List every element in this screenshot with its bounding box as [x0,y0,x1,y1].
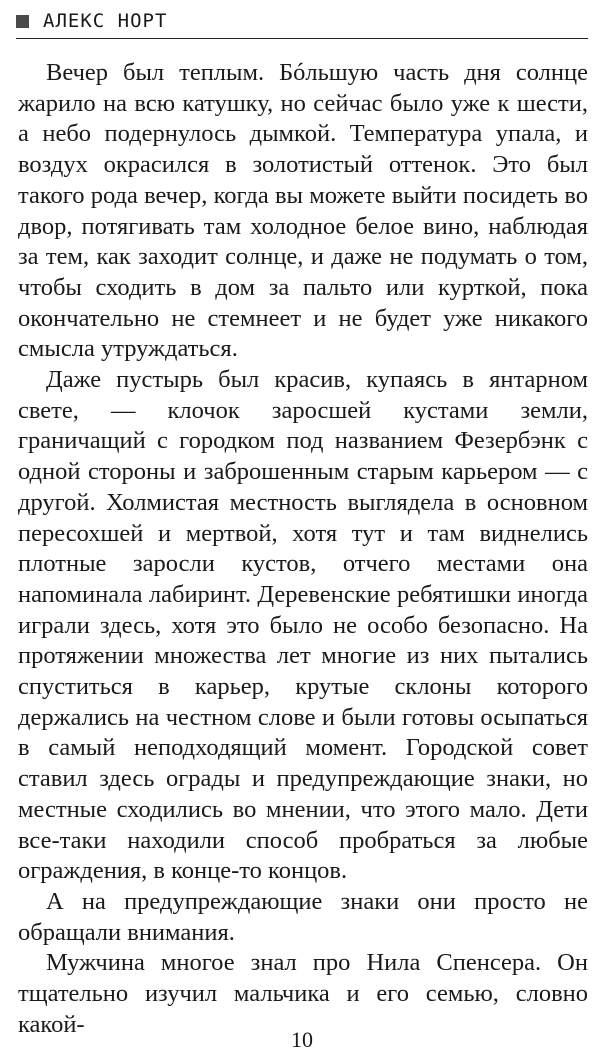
header-author: АЛЕКС НОРТ [43,10,168,32]
paragraph: Мужчина многое знал про Нила Спенсера. Он тщательно изучил мальчика и его семью, словно какой- [18,949,588,1038]
body-text [18,58,588,1041]
paragraph: Вечер был теплым. Бóльшую часть дня солнце жарило на всю катушку, но сейчас было уже к шести, а небо подернулось дымкой. Температура упала, и воздух окрасился в золотистый оттенок. Это был такого рода вечер, когда вы можете выйти посидеть во двор, потягивать там холодное белое вино, наблюдая за тем, как заходит солнце, и даже не подумать о том, чтобы сходить в дом за пальто или курткой, пока окончательно не стемнеет и не будет уже никакого смысла утруждаться. [18,59,588,363]
paragraph: А на предупреждающие знаки они просто не обращали внимания. [18,887,588,946]
paragraph: Даже пустырь был красив, купаясь в янтарном свете, — клочок заросшей кустами земли, граничащий с городком под названием Фезербэнк с одной стороны и заброшенным старым карьером — с другой. Холмистая местность выглядела в основном пересохшей и мертвой, хотя тут и там виднелись плотные заросли кустов, отчего местами она напоминала лабиринт. Деревенские ребятишки иногда играли здесь, хотя это было не особо безопасно. На протяжении множества лет многие из них пытались спуститься в карьер, крутые склоны которого держались на честном слове и были готовы осыпаться в самый неподходящий момент. Городской совет ставил здесь ограды и предупреждающие знаки, но местные сходились во мнении, что этого мало. Дети все-таки находили способ пробраться за любые ограждения, в конце-то концов. [18,366,588,885]
page-number: 10 [291,1027,313,1052]
header-square-icon [16,15,29,28]
running-header [16,6,588,39]
